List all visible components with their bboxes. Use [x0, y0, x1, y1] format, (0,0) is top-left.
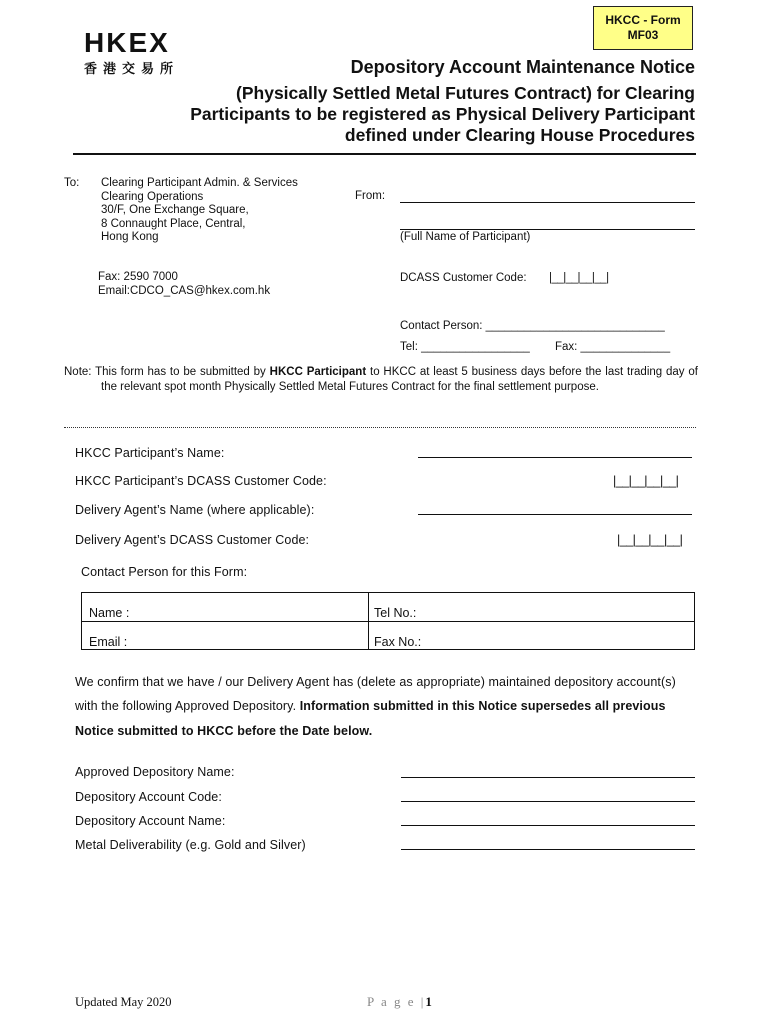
to-address-line: Hong Kong: [101, 231, 159, 243]
agent-dcass-label: Delivery Agent’s DCASS Customer Code:: [75, 533, 310, 547]
to-label: To:: [64, 177, 80, 189]
page-label: P a g e |: [367, 994, 426, 1009]
participant-dcass-label: HKCC Participant’s DCASS Customer Code:: [75, 474, 327, 488]
to-address-line: Clearing Participant Admin. & Services: [101, 177, 298, 189]
account-name-field[interactable]: [401, 825, 695, 826]
logo-wordmark: HKEX: [84, 27, 170, 58]
contact-email-cell[interactable]: Email :: [89, 635, 128, 649]
confirm-line-3-bold: Notice submitted to HKCC before the Date below.: [75, 724, 373, 738]
note-text: [64, 365, 698, 395]
page-num: 1: [425, 994, 434, 1009]
to-address-line: 30/F, One Exchange Square,: [101, 204, 249, 216]
title-line-1: Depository Account Maintenance Notice: [350, 57, 695, 77]
note-bold: HKCC Participant: [269, 366, 367, 378]
confirm-line-3: [75, 724, 372, 738]
form-badge-line1: HKCC - Form: [605, 13, 681, 27]
approved-depository-field[interactable]: [401, 777, 695, 778]
footer-page-number: [367, 994, 434, 1010]
page-title: [95, 57, 695, 146]
to-address-line: Clearing Operations: [101, 190, 204, 203]
contact-fax-cell[interactable]: Fax No.:: [374, 635, 422, 649]
participant-dcass-boxes[interactable]: |__|__|__|__|: [613, 474, 679, 488]
to-fax: Fax: 2590 7000: [98, 271, 178, 283]
confirm-line-2-plain: with the following Approved Depository.: [75, 699, 300, 713]
title-line-3: Participants to be registered as Physical Delivery Participant: [190, 104, 695, 124]
participant-name-field[interactable]: [418, 457, 692, 458]
to-address-lines: [101, 177, 298, 245]
approved-depository-label: Approved Depository Name:: [75, 765, 235, 779]
contact-tel-cell[interactable]: Tel No.:: [374, 606, 417, 620]
note-prefix: Note: This form has to be submitted by: [64, 366, 270, 378]
dcass-code-boxes[interactable]: |__|__|__|__|: [549, 272, 609, 284]
table-row-divider: [82, 621, 694, 622]
from-label: From:: [355, 190, 386, 202]
agent-dcass-boxes[interactable]: |__|__|__|__|: [617, 533, 683, 547]
account-code-field[interactable]: [401, 801, 695, 802]
agent-name-label: Delivery Agent’s Name (where applicable):: [75, 503, 315, 517]
submission-note: [64, 365, 698, 395]
to-email: Email:CDCO_CAS@hkex.com.hk: [98, 285, 271, 297]
table-column-divider: [368, 593, 369, 649]
from-name-field-line-2[interactable]: [400, 229, 695, 230]
dotted-separator: [64, 427, 696, 428]
confirm-line-2-bold: Information submitted in this Notice supersedes all previous: [299, 699, 666, 713]
note-suffix: to HKCC at least 5 business days before the last trading day of the relevant spot month Physically Settled Metal Futures Contract for the final settlement purpose.: [101, 366, 698, 393]
full-name-caption: (Full Name of Participant): [400, 231, 531, 243]
from-name-field-line-1[interactable]: [400, 202, 695, 203]
contact-name-cell[interactable]: Name :: [89, 606, 130, 620]
contact-heading: Contact Person for this Form:: [81, 565, 248, 579]
title-line-4: defined under Clearing House Procedures: [344, 125, 695, 145]
contact-person-field[interactable]: Contact Person: ____________________________: [400, 320, 665, 332]
tel-field[interactable]: Tel: _________________: [400, 341, 530, 353]
confirm-line-1: We confirm that we have / our Delivery Agent has (delete as appropriate) maintained depository account(s): [75, 675, 676, 689]
form-badge-line2: MF03: [627, 28, 659, 42]
metal-deliverability-label: Metal Deliverability (e.g. Gold and Silver): [75, 838, 306, 852]
form-number-badge: [593, 6, 693, 50]
title-rule: [73, 153, 696, 155]
contact-table: [81, 592, 695, 650]
account-code-label: Depository Account Code:: [75, 790, 222, 804]
participant-name-label: HKCC Participant’s Name:: [75, 446, 225, 460]
to-address-line: 8 Connaught Place, Central,: [101, 217, 246, 230]
footer-updated-date: Updated May 2020: [75, 995, 172, 1009]
metal-deliverability-field[interactable]: [401, 849, 695, 850]
fax-field[interactable]: Fax: ______________: [555, 341, 671, 353]
confirm-line-2: [75, 699, 666, 713]
dcass-code-label: DCASS Customer Code:: [400, 272, 527, 284]
title-line-2: (Physically Settled Metal Futures Contract) for Clearing: [236, 83, 695, 103]
account-name-label: Depository Account Name:: [75, 814, 226, 828]
logo-chinese-name: 香港交易所: [84, 61, 180, 76]
agent-name-field[interactable]: [418, 514, 692, 515]
